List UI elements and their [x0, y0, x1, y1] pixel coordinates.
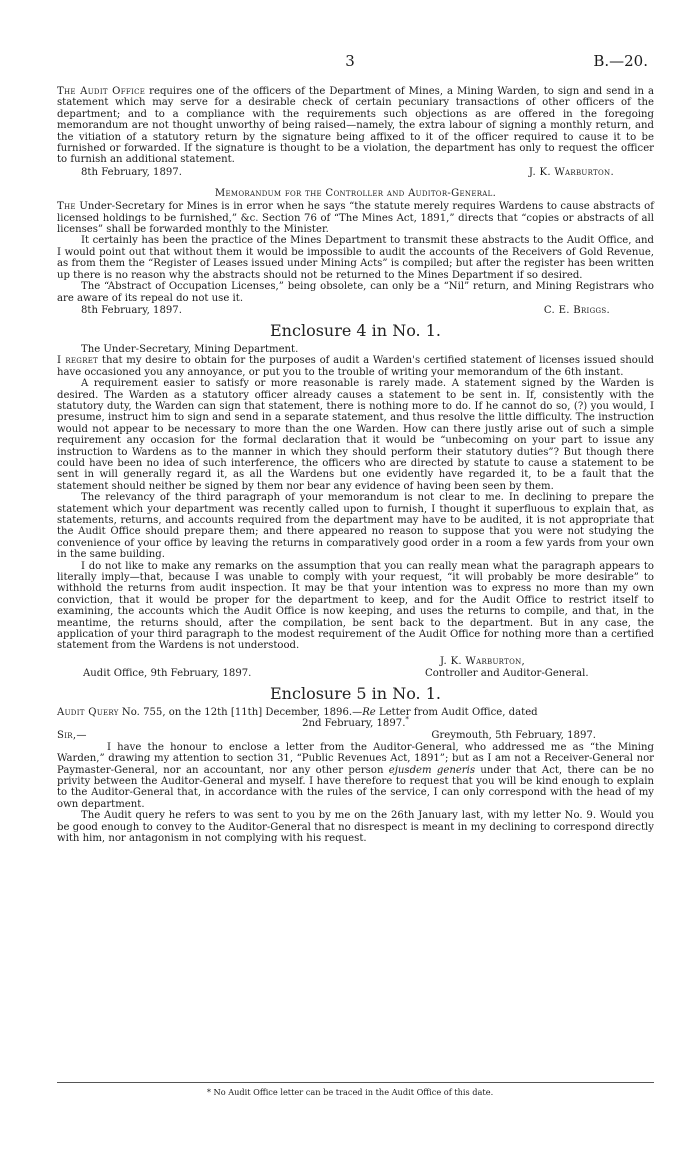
note-lead: The Audit Office: [57, 86, 146, 97]
enclosure-4-signature: J. K. Warburton,: [440, 655, 526, 667]
footnote-divider: [57, 1082, 654, 1083]
note-text: requires one of the officers of the Department of Mines, a Mining Warden, to sign and send in a statement which may serve for a desirable check of certain pecuniary transactions of other officers of the department; and to a compliance with the requirements such objections as are offered in the foregoing memorandum are not thought unworthy of being raised—namely, the extra labour of signing a monthly return, and the vitiation of a statutory return by the signature being affixed to it of the officer required to cause it to be furnished or forwarded. If the signature is thought to be a violation, the department has only to request the officer to furnish an additional statement.: [57, 86, 654, 166]
memorandum-paragraph-2: It certainly has been the practice of the Mines Department to transmit these abstracts to the Audit Office, and I would point out that without them it would be impossible to audit the accounts of the Receivers of Gold Revenue, as from them the “Register of Leases issued under Mining Acts” is compiled; but after the register has been written up there is no reason why the abstracts should not be returned to the Mines Department if so desired.: [57, 235, 654, 281]
encl5-para1-italic: ejusdem generis: [388, 764, 476, 776]
encl4-lead: I regret: [57, 355, 99, 367]
memorandum-paragraph-1: [57, 201, 654, 235]
note-date: 8th February, 1897.: [81, 166, 182, 178]
document-body: [57, 86, 654, 844]
page-header: [0, 52, 700, 72]
enclosure-4-signature-title: Controller and Auditor-General.: [425, 667, 589, 679]
footnote-mark: *: [206, 1087, 211, 1097]
footnote-text: No Audit Office letter can be traced in the Audit Office of this date.: [210, 1087, 494, 1097]
query-date: 2nd February, 1897.: [302, 718, 406, 730]
enclosure-5-title: Enclosure 5 in No. 1.: [270, 683, 441, 703]
enclosure-4-addressee: The Under-Secretary, Mining Department.: [81, 343, 299, 355]
footnote: [0, 1087, 700, 1097]
enclosure-4-paragraph-3: The relevancy of the third paragraph of your memorandum is not clear to me. In declining to prepare the statement which your department was recently called upon to furnish, I thought it superfluous to explain that, as statements, returns, and accounts required from the department may have to be audited, it is not appropriate that the Audit Office should prepare them; and there appeared no reason to suppose that you were not studying the convenience of your office by leaving the returns in comparatively good order in a room a few yards from your own in the same building.: [57, 492, 654, 561]
audit-office-note: [57, 86, 654, 166]
memorandum-paragraph-3: The “Abstract of Occupation Licenses,” being obsolete, can only be a “Nil” return, and Mining Registrars who are aware of its repeal do not use it.: [57, 281, 654, 304]
enclosure-4-paragraph-2: A requirement easier to satisfy or more reasonable is rarely made. A statement signed by the Warden is desired. The Warden as a statutory officer already causes a statement to be sent in. If, consistently with the statutory duty, the Warden can sign that statement, there is nothing more to do. If he cannot do so, (?) you would, I presume, instruct him to sign and send in a separate statement, and thus resolve the little difficulty. The instruction would not appear to be necessary to more than the one Warden. How can there justly arise out of such a simple requirement any occasion for the formal declaration that it would be “unbecoming on your part to issue any instruction to Wardens as to the manner in which they should perform their statutory duties”? But though there could have been no idea of such interference, the officers who are directed by statute to cause a statement to be sent in will generally regard it, as all the Wardens but one evidently have regarded it, to be a fault that the statement should neither be signed by them nor bear any evidence of having been seen by them.: [57, 378, 654, 492]
query-text: No. 755, on the 12th [11th] December, 1896.—: [118, 706, 363, 718]
enclosure-4-signature-block: [57, 656, 654, 680]
enclosure-4-paragraph-4: I do not like to make any remarks on the assumption that you can really mean what the paragraph appears to literally imply—that, because I was unable to comply with your request, “it will probably be more desirable” to withhold the returns from audit inspection. It may be that your intention was to express no more than my own conviction, that it would be proper for the department to keep, and for the Audit Office to restrict itself to examining, the accounts which the Audit Office is now keeping, and uses the returns to compile, and that, in the meantime, the returns should, after the compilation, be sent back to the department. But in any case, the application of your third paragraph to the modest requirement of the Audit Office for nothing more than a certified statement from the Wardens is not understood.: [57, 560, 654, 652]
enclosure-4-title: Enclosure 4 in No. 1.: [270, 320, 441, 340]
memo-para1-text: Under-Secretary for Mines is in error when he says “the statute merely requires Wardens to cause abstracts of licensed holdings to be furnished,” &c. Section 76 of “The Mines Act, 1891,” directs that “copies or abstracts of all licenses” shall be forwarded monthly to the Minister.: [57, 201, 654, 236]
audit-query-line: [57, 707, 654, 718]
enclosure-5-paragraph-1: [57, 742, 654, 810]
memorandum-signature: C. E. Briggs.: [543, 304, 610, 316]
audit-query-continuation: [57, 715, 654, 730]
encl4-para1-text: that my desire to obtain for the purposes of audit a Warden's certified statement of licenses issued should have occasioned you any annoyance, or put you to the trouble of writing your memorandum of the 6th instant.: [57, 355, 655, 378]
note-signature: J. K. Warburton.: [528, 166, 614, 178]
query-lead: Audit Query: [57, 706, 119, 718]
memorandum-signature-line: [57, 305, 654, 317]
query-re: Re: [362, 706, 376, 718]
salutation-line: [57, 730, 654, 742]
memorandum-date: 8th February, 1897.: [81, 304, 182, 316]
enclosure-4-date: Audit Office, 9th February, 1897.: [83, 667, 252, 679]
page-reference: B.—20.: [593, 52, 648, 70]
salutation: Sir,—: [57, 729, 87, 741]
page-number: 3: [345, 52, 355, 70]
encl5-para1-a: I have the honour to enclose a letter from the Auditor-General, who addressed me as “the Mining Warden,” drawing my attention to section 31, “Public Revenues Act, 1891”; but as I am not a Receiver-General nor Paymaster-General, nor an accountant, nor any other person: [57, 741, 654, 776]
query-rest: Letter from Audit Office, dated: [375, 706, 538, 718]
place-date: Greymouth, 5th February, 1897.: [431, 729, 596, 741]
encl5-para1-b: under that Act, there can be no privity between the Auditor-General and myself. I have therefore to request that you will be kind enough to explain to the Auditor-General that, in accordance with the rules of the service, I can only correspond with the head of my own department.: [57, 764, 654, 810]
memo-lead: The: [57, 201, 76, 213]
memorandum-heading: Memorandum for the Controller and Auditor-General.: [214, 187, 497, 199]
query-footnote-mark: *: [405, 715, 409, 724]
enclosure-5-paragraph-2: The Audit query he refers to was sent to you by me on the 26th January last, with my letter No. 9. Would you be good enough to convey to the Auditor-General that no disrespect is meant in my declining to correspond directly with him, nor antagonism in not complying with his request.: [57, 810, 654, 844]
note-signature-line: [57, 167, 654, 179]
enclosure-4-paragraph-1: [57, 355, 654, 378]
